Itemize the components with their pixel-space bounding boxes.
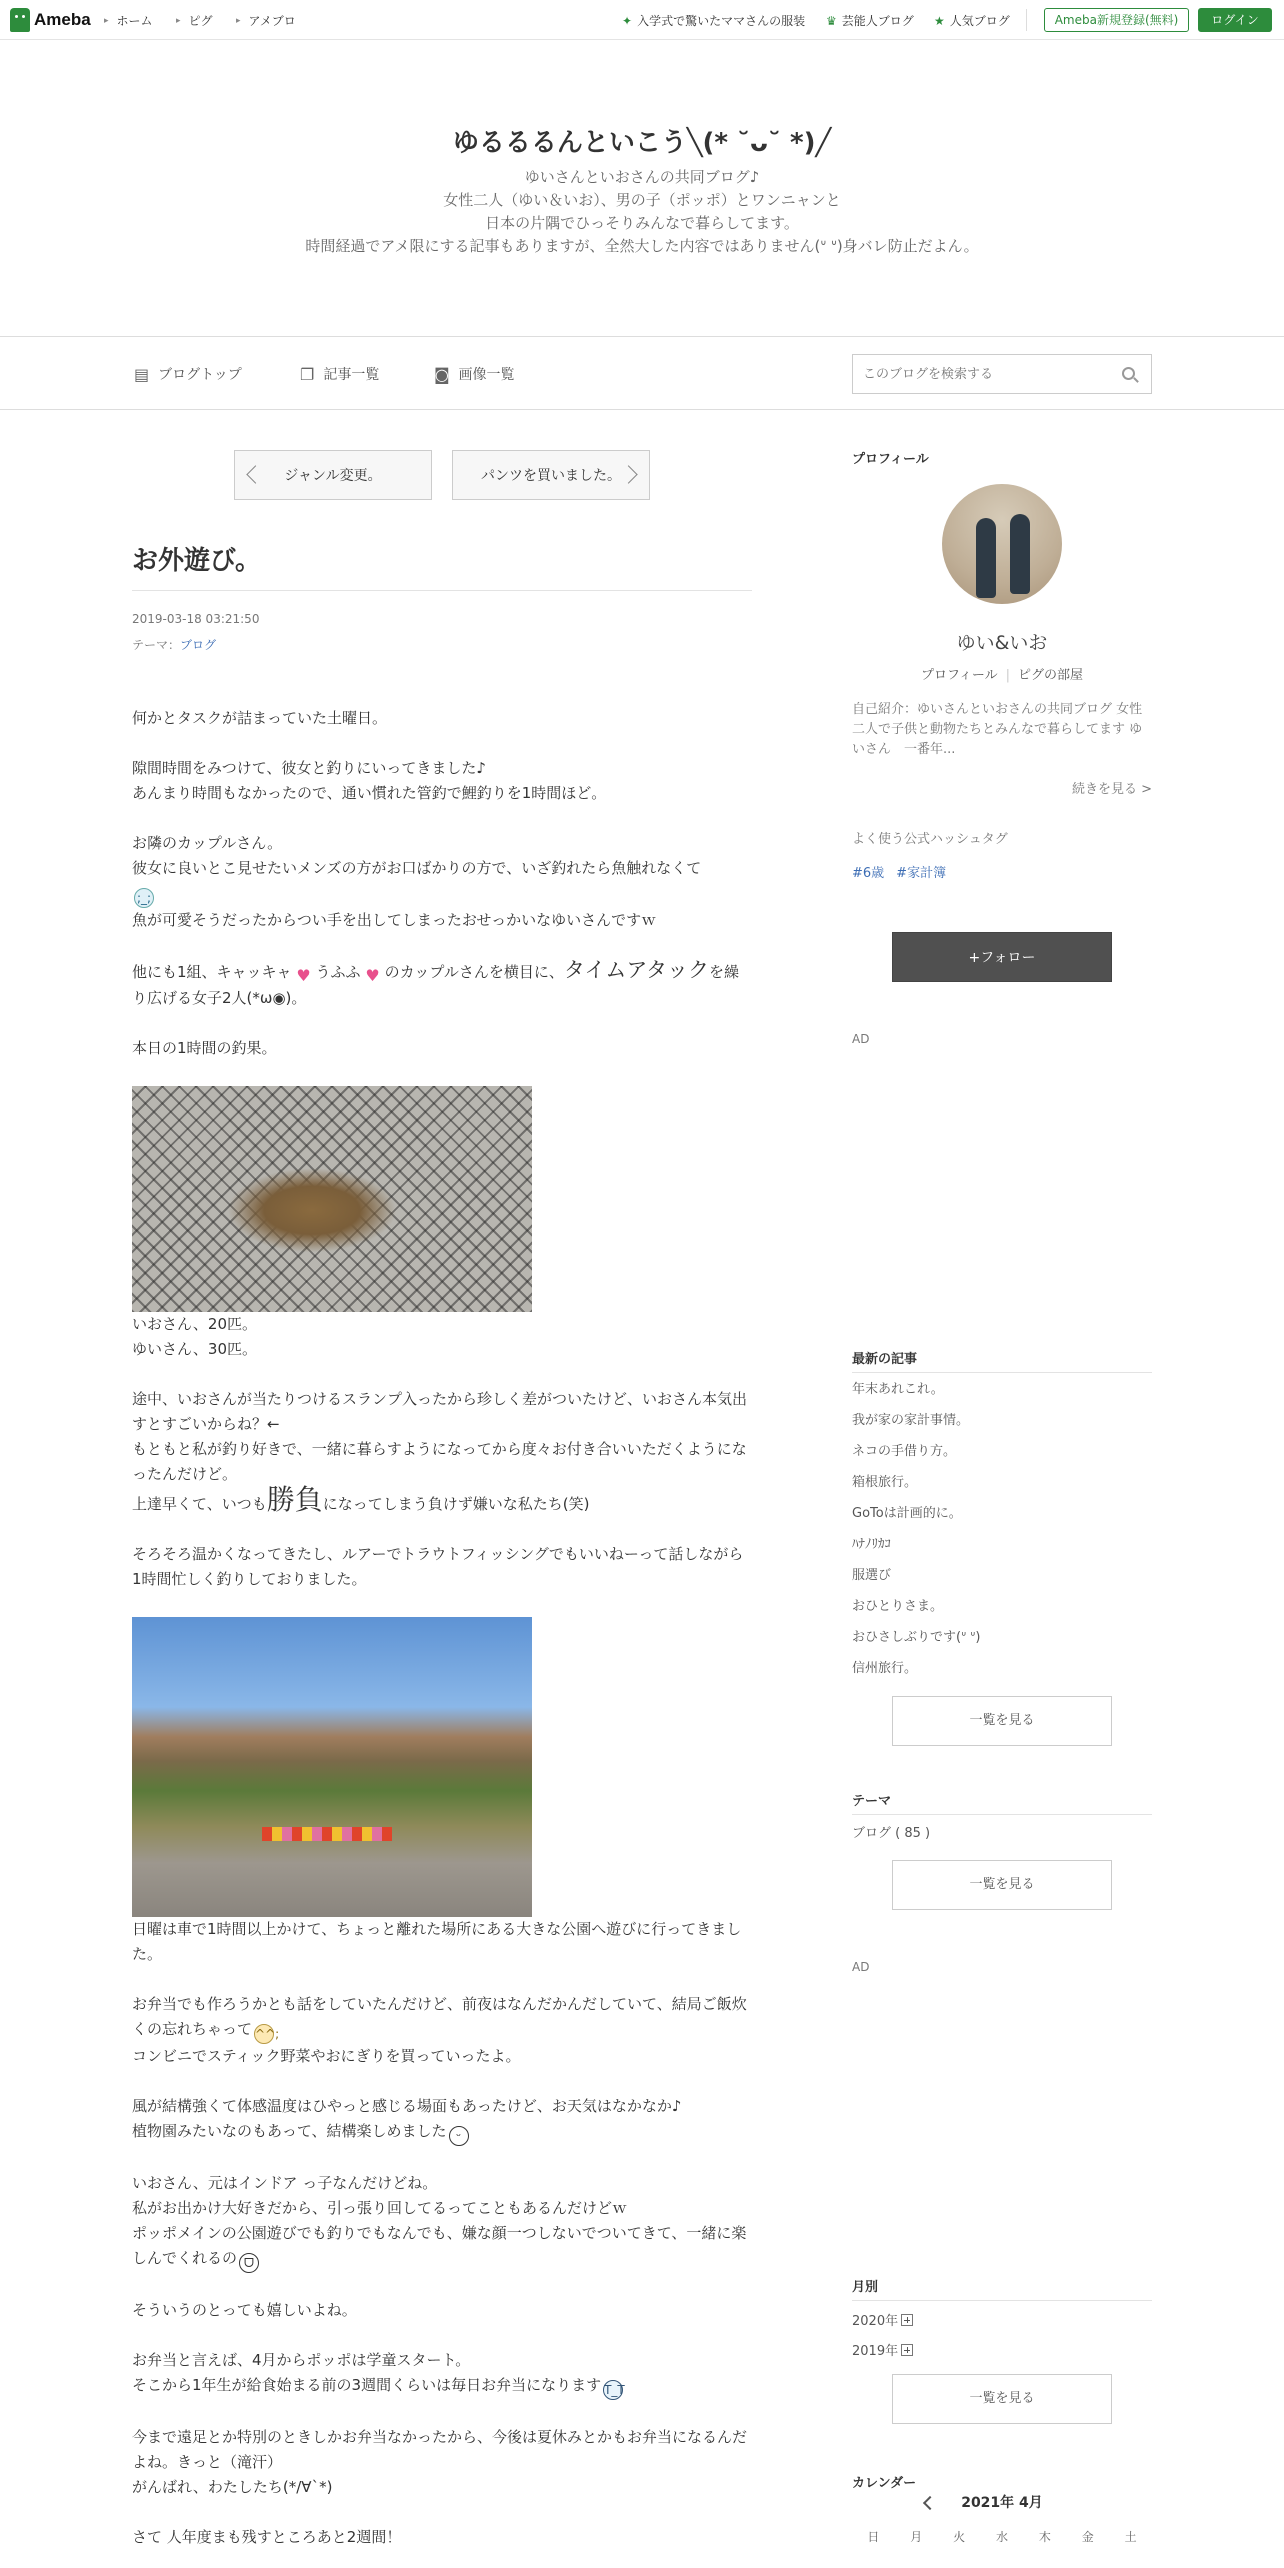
prev-article-button[interactable]: ジャンル変更。 [234,450,432,500]
profile-name[interactable]: ゆい&いお [956,632,1048,654]
list-item[interactable]: 箱根旅行。 [852,1475,918,1490]
monthly-heading: 月別 [852,2280,879,2295]
profile-heading: プロフィール [852,452,929,467]
chevron-right-icon: ▸ [104,15,109,26]
recent-list-more-button[interactable]: 一覧を見る [892,1696,1112,1746]
top-nav-ameblo[interactable]: ▸ アメブロ [236,14,296,28]
blog-description [0,166,1284,258]
chevron-right-icon [619,465,637,483]
article-date: 2019-03-18 03:21:50 [132,612,260,626]
divider [852,1814,1152,1815]
expand-icon[interactable] [901,2344,913,2356]
paragraph: 何かとタスクが詰まっていた土曜日。 [132,709,388,727]
ad-label: AD [852,1960,870,1974]
copy-icon: ❐ [300,364,315,384]
article-theme-link[interactable]: ブログ [180,638,217,652]
expand-icon[interactable] [901,2314,913,2326]
recent-articles-list [852,1374,1152,1684]
ameba-logo[interactable] [10,7,91,33]
monthly-list-more-button[interactable]: 一覧を見る [892,2374,1112,2424]
crown-icon: ♛ [826,13,837,28]
divider [852,1372,1152,1373]
paragraph: 日曜は車で1時間以上かけて、ちょっと離れた場所にある大きな公園へ遊びに行ってきました。 [132,1920,742,1963]
paragraph: そろそろ温かくなってきたし、ルアーでトラウトフィッシングでもいいねーって話しながら1時間忙しく釣りしておりました。 [132,1545,744,1588]
paragraph: そういうのとっても嬉しいよね。 [132,2301,357,2319]
paragraph: 上達早くて、いつも勝負になってしまう負けず嫌いな私たち(笑) [132,1483,590,1516]
sweat-face-icon: ^^; [254,2024,274,2044]
tearful-face-icon: T_T [603,2380,623,2400]
weekday: 金 [1081,2530,1094,2544]
list-item[interactable]: ネコの手借り方。 [852,1444,957,1459]
article-title[interactable]: お外遊び。 [132,546,261,576]
theme-item[interactable]: ブログ ( 85 ) [852,1826,931,1841]
hashtag-link[interactable]: #6歳 [852,866,885,881]
paragraph: 隙間時間をみつけて、彼女と釣りにいってきました♪ あんまり時間もなかったので、通い慣れた管釣で鯉釣りを1時間ほど。 [132,759,607,802]
nav-article-list[interactable]: ❐ 記事一覧 [300,364,380,384]
crying-face-icon: ;_; [134,888,154,908]
blog-description-line: ゆいさんといおさんの共同ブログ♪ [524,168,760,186]
smile-face-icon: ᵕ [449,2126,469,2146]
divider [852,2300,1152,2301]
paragraph: いおさん、20匹。 ゆいさん、30匹。 [132,1315,257,1358]
top-nav-pigg[interactable]: ▸ ピグ [176,14,213,28]
hashtag-list [852,862,958,881]
chevron-right-icon: ▸ [236,15,241,26]
list-item[interactable]: おひとりさま。 [852,1599,944,1614]
profile-intro: 自己紹介：ゆいさんといおさんの共同ブログ 女性二人で子供と動物たちとみんなで暮らしてます ゆいさん 一番年... [852,702,1143,757]
top-link-trend[interactable]: ✦ 入学式で驚いたママさんの服装 [622,13,806,28]
divider [132,590,752,591]
article-body [132,706,752,2568]
ad-label: AD [852,1032,870,1046]
pig-room-link[interactable]: ピグの部屋 [1018,668,1084,683]
paragraph: 風が結構強くて体感温度はひやっと感じる場面もあったけど、お天気はなかなか♪ 植物園みたいなのもあって、結構楽しめました ᵕ [132,2094,752,2146]
list-item[interactable]: GoToは計画的に。 [852,1506,962,1521]
blog-nav [0,336,1284,410]
list-item[interactable]: 年末あれこれ。 [852,1382,944,1397]
next-article-button[interactable]: パンツを買いました。 [452,450,650,500]
avatar[interactable] [942,484,1062,604]
sparkle-icon: ✦ [622,13,633,28]
blog-search-input[interactable] [863,364,1113,384]
theme-list-more-button[interactable]: 一覧を見る [892,1860,1112,1910]
blog-description-line: 時間経過でアメ限にする記事もありますが、全然大した内容ではありません(ᐡ ᐡ)身バレ防止だよん。 [305,237,979,255]
top-nav-home[interactable]: ▸ ホーム [104,14,153,28]
weekday: 水 [996,2530,1009,2544]
month-year-2020[interactable]: 2020年 [852,2310,913,2329]
divider [1026,9,1027,31]
paragraph: お弁当と言えば、4月からポッポは学童スタート。 そこから1年生が給食始まる前の3週間くらいは毎日お弁当になります T_T [132,2348,752,2400]
profile-more-link[interactable]: 続きを見る > [1071,782,1152,797]
signup-button[interactable]: Ameba新規登録(無料) [1044,8,1189,32]
camera-icon: ◙ [434,364,450,384]
hashtag-link[interactable]: #家計簿 [896,866,947,881]
search-icon[interactable] [1122,367,1135,380]
calendar-heading: カレンダー [852,2476,917,2491]
paragraph: お隣のカップルさん。 彼女に良いとこ見せたいメンズの方がお口ばかりの方で、いざ釣れたら魚触れなくて ;_; 魚が可愛そうだったからつい手を出してしまったおせっかいなゆいさんですｗ [132,834,702,929]
calendar-month: 2021年 4月 [961,2495,1043,2511]
chevron-right-icon: ▸ [176,15,181,26]
document-icon: ▤ [134,364,150,384]
article-theme: テーマ：ブログ [132,638,217,652]
month-year-2019[interactable]: 2019年 [852,2340,913,2359]
top-link-popular[interactable]: ★ 人気ブログ [934,13,1010,28]
weekday: 月 [910,2530,923,2544]
paragraph: 本日の1時間の釣果。 [132,1039,277,1057]
weekday: 土 [1124,2530,1137,2544]
nav-image-list[interactable]: ◙ 画像一覧 [434,364,515,384]
paragraph: いおさん、元はインドア っ子なんだけどね。 私がお出かけ大好きだから、引っ張り回してるってこともあるんだけどｗ ポッポメインの公園遊びでも釣りでもなんでも、嫌な顔一つしないでついてきて、一緒に楽しんでくれるの ᗜ [132,2171,752,2273]
paragraph: お弁当でも作ろうかとも話をしていたんだけど、前夜はなんだかんだしていて、結局ご飯炊くの忘れちゃって ^^; コンビニでスティック野菜やおにぎりを買っていったよ。 [132,1995,747,2065]
hashtag-heading: よく使う公式ハッシュタグ [852,832,1008,847]
laughing-face-icon: ᗜ [239,2253,259,2273]
list-item[interactable]: おひさしぶりです(ᐡ ᐡ) [852,1630,981,1645]
list-item[interactable]: 服選び [852,1568,892,1583]
list-item[interactable]: ﾊﾅﾉﾘｶｺ [852,1537,891,1552]
profile-links: プロフィール | ピグの部屋 [920,668,1084,683]
list-item[interactable]: 我が家の家計事情。 [852,1413,970,1428]
nav-blog-top[interactable]: ▤ ブログトップ [134,364,242,384]
login-button[interactable]: ログイン [1198,8,1272,32]
chevron-left-icon [246,465,264,483]
blog-title[interactable]: ゆるるるんといこう╲(* ˘ᴗ˘ *)╱ [452,128,832,158]
calendar-weekdays [852,2528,1152,2545]
weekday: 火 [953,2530,966,2544]
profile-link[interactable]: プロフィール [920,668,998,683]
paragraph: さて 人年度まも残すところあと2週間！ [132,2528,402,2546]
paragraph: 今まで遠足とか特別のときしかお弁当なかったから、今後は夏休みとかもお弁当になるんだよね。きっと（滝汗） がんばれ、わたしたち(*/∀ˋ*) [132,2428,748,2496]
ameba-logo-text: Ameba [34,10,91,29]
follow-button[interactable]: +フォロー [892,932,1112,982]
weekday: 木 [1038,2530,1051,2544]
photo-fish-in-net[interactable] [132,1086,532,1312]
blog-description-line: 女性二人（ゆい＆いお）、男の子（ポッポ）とワンニャンと [443,191,841,209]
photo-park[interactable] [132,1617,532,1917]
theme-heading: テーマ [852,1794,892,1809]
heart-icon: ♥ [296,966,311,985]
top-bar [0,0,1284,40]
star-icon: ★ [934,13,945,28]
blog-search [852,354,1152,394]
blog-description-line: 日本の片隅でひっそりみんなで暮らしてます。 [485,214,799,232]
ameba-logo-icon [10,8,30,32]
top-link-celebrity[interactable]: ♛ 芸能人ブログ [826,13,914,28]
paragraph: 他にも1組、キャッキャ ♥ うふふ ♥ のカップルさんを横目に、タイムアタックを繰り広げる女子2人(*ω◉)。 [132,958,739,1007]
heart-icon: ♥ [365,966,380,985]
list-item[interactable]: 信州旅行。 [852,1661,918,1676]
paragraph: 途中、いおさんが当たりつけるスランプ入ったから珍しく差がついたけど、いおさん本気出すとすごいからね？← もともと私が釣り好きで、一緒に暮らすようになってから度々お付き合いいただくようになったんだけど。 [132,1390,748,1483]
weekday: 日 [867,2530,880,2544]
recent-heading: 最新の記事 [852,1352,918,1367]
